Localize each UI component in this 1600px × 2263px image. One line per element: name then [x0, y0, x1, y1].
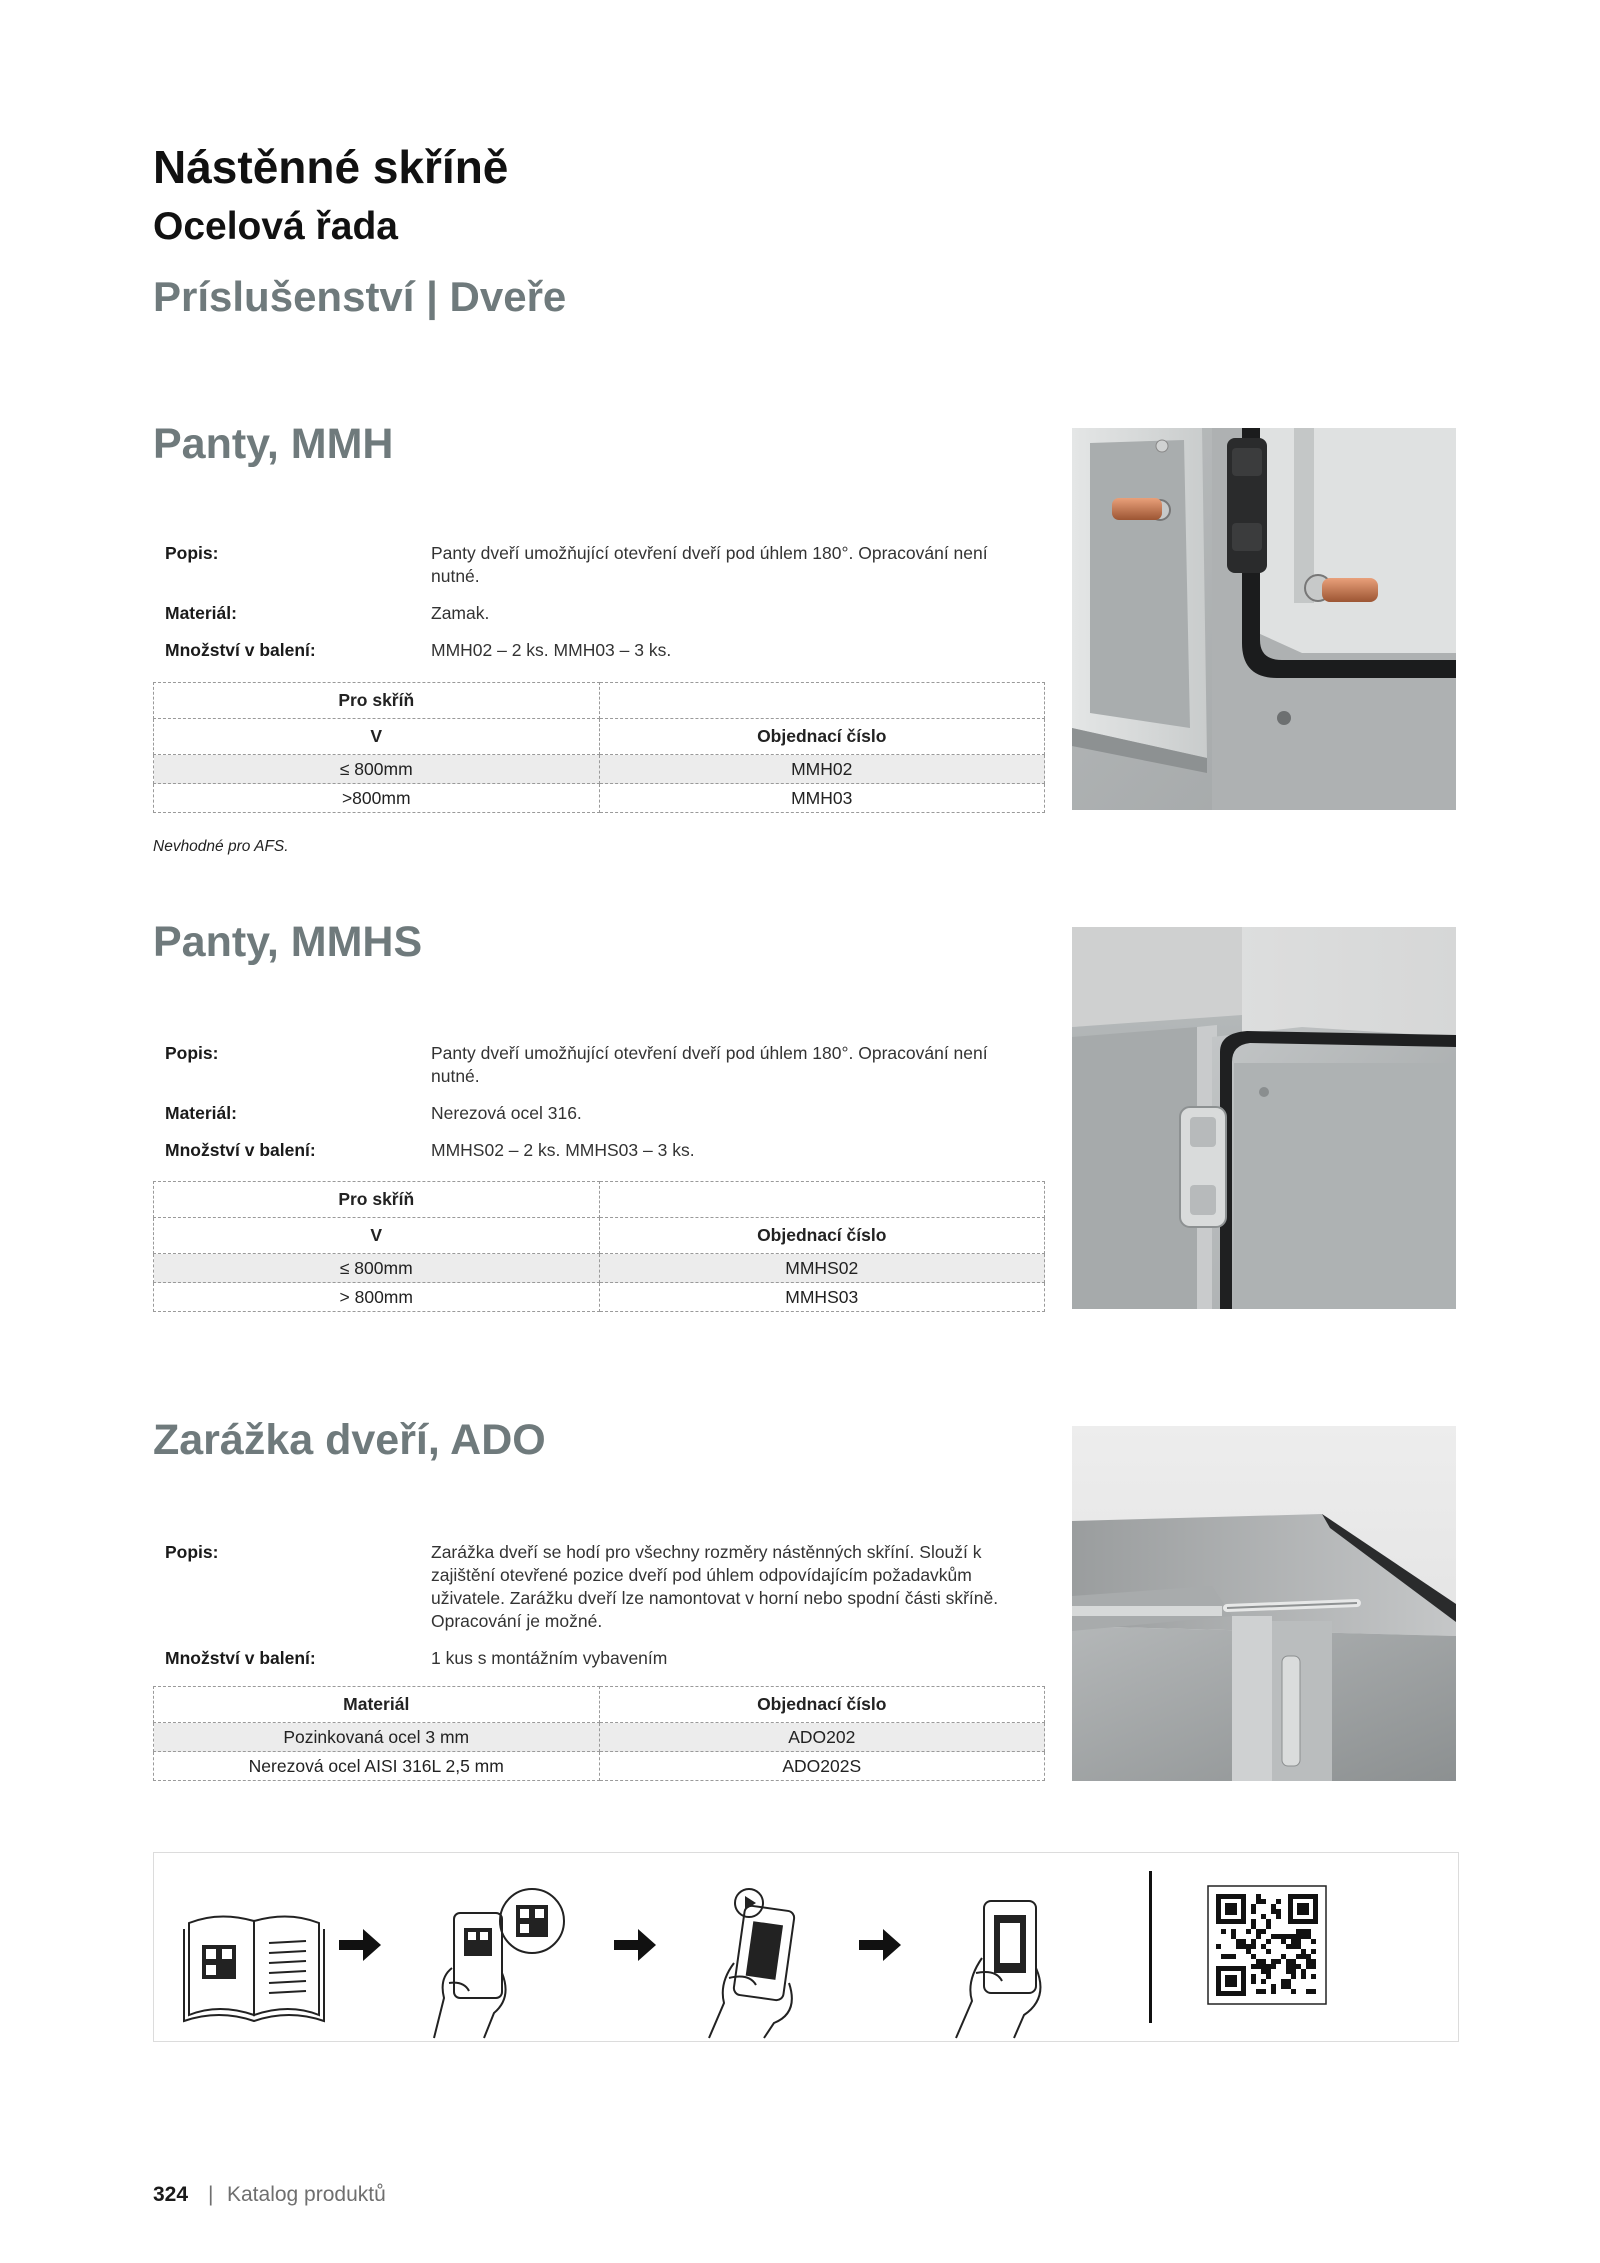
- table-cell: MMHS02: [599, 1254, 1045, 1283]
- table-cell: >800mm: [154, 784, 600, 813]
- view-phone-icon: [956, 1901, 1040, 2038]
- page-subtitle: Ocelová řada: [153, 205, 398, 248]
- page-title: Nástěnné skříně: [153, 141, 509, 193]
- book-qr-icon: [184, 1916, 324, 2021]
- spec-row: [153, 1102, 1045, 1125]
- table-row: [154, 1283, 1045, 1312]
- spec-list-mmhs: [153, 1042, 1045, 1176]
- scan-phone-icon: [434, 1889, 564, 2038]
- table-header-row: [154, 1687, 1045, 1723]
- spec-value: MMHS02 – 2 ks. MMHS03 – 3 ks.: [431, 1140, 695, 1160]
- spec-value: MMH02 – 2 ks. MMH03 – 3 ks.: [431, 640, 672, 660]
- qr-steps-graphic: [154, 1853, 1458, 2041]
- spec-label: Množství v balení:: [165, 640, 316, 660]
- table-header-cell: [599, 683, 1045, 719]
- photo-door-stop-ado: [1072, 1426, 1456, 1781]
- table-header-cell: Objednací číslo: [599, 719, 1045, 755]
- photo-hinge-mmh: [1072, 428, 1456, 810]
- qr-code: [1208, 1886, 1326, 2004]
- table-row: [154, 1254, 1045, 1283]
- page-number: 324: [153, 2183, 189, 2206]
- table-header-row: [154, 1218, 1045, 1254]
- table-cell: ≤ 800mm: [154, 1254, 600, 1283]
- video-phone-icon: [709, 1889, 795, 2038]
- table-cell: ADO202: [599, 1723, 1045, 1752]
- spec-value: Zamak.: [431, 603, 490, 623]
- spec-label: Materiál:: [165, 1103, 237, 1123]
- footer-label: Katalog produktů: [227, 2183, 386, 2206]
- table-header-cell: V: [154, 1218, 600, 1254]
- spec-label: Popis:: [165, 1043, 219, 1063]
- table-header-row: [154, 1182, 1045, 1218]
- page-section: Príslušenství | Dveře: [153, 273, 567, 320]
- spec-value: Zarážka dveří se hodí pro všechny rozměry nástěnných skříní. Slouží k zajištění otevřené pozice dveří pod úhlem odpovídajícím požadavkům uživatele. Zarážku dveří lze namontovat v horní nebo spodní části skříně. Opracování je možné.: [431, 1542, 999, 1631]
- arrow-right-icon: [859, 1929, 901, 1961]
- spec-row: [153, 542, 1045, 588]
- spec-value: Panty dveří umožňující otevření dveří pod úhlem 180°. Opracování není nutné.: [431, 1043, 988, 1086]
- spec-list-mmh: [153, 542, 1045, 676]
- spec-label: Množství v balení:: [165, 1648, 316, 1668]
- section-title-ado: Zarážka dveří, ADO: [153, 1416, 546, 1464]
- table-cell: > 800mm: [154, 1283, 600, 1312]
- spec-label: Popis:: [165, 1542, 219, 1562]
- footer-separator: |: [208, 2183, 214, 2206]
- table-header-cell: Materiál: [154, 1687, 600, 1723]
- spec-row: [153, 639, 1045, 662]
- spec-value: Panty dveří umožňující otevření dveří pod úhlem 180°. Opracování není nutné.: [431, 543, 988, 586]
- arrow-right-icon: [339, 1929, 381, 1961]
- table-cell: MMHS03: [599, 1283, 1045, 1312]
- spec-row: [153, 1042, 1045, 1088]
- qr-instructions-panel: [153, 1852, 1459, 2042]
- table-cell: MMH02: [599, 755, 1045, 784]
- section-title-mmhs: Panty, MMHS: [153, 918, 423, 966]
- spec-label: Popis:: [165, 543, 219, 563]
- table-header-cell: [599, 1182, 1045, 1218]
- table-row: [154, 784, 1045, 813]
- table-row: [154, 1723, 1045, 1752]
- table-header-row: [154, 683, 1045, 719]
- table-header-cell: Pro skříň: [154, 683, 600, 719]
- qr-divider: [1149, 1871, 1152, 2023]
- arrow-right-icon: [614, 1929, 656, 1961]
- spec-row: [153, 1541, 1045, 1633]
- spec-list-ado: [153, 1541, 1045, 1684]
- table-header-cell: Objednací číslo: [599, 1218, 1045, 1254]
- table-header-cell: Objednací číslo: [599, 1687, 1045, 1723]
- spec-label: Materiál:: [165, 603, 237, 623]
- note-mmh: Nevhodné pro AFS.: [153, 838, 289, 855]
- table-cell: ≤ 800mm: [154, 755, 600, 784]
- table-cell: MMH03: [599, 784, 1045, 813]
- table-header-row: [154, 719, 1045, 755]
- table-cell: Pozinkovaná ocel 3 mm: [154, 1723, 600, 1752]
- table-header-cell: V: [154, 719, 600, 755]
- table-row: [154, 1752, 1045, 1781]
- photo-hinge-mmhs: [1072, 927, 1456, 1309]
- table-cell: Nerezová ocel AISI 316L 2,5 mm: [154, 1752, 600, 1781]
- spec-label: Množství v balení:: [165, 1140, 316, 1160]
- table-cell: ADO202S: [599, 1752, 1045, 1781]
- order-table-mmh: [153, 682, 1045, 813]
- spec-row: [153, 602, 1045, 625]
- table-row: [154, 755, 1045, 784]
- spec-row: [153, 1139, 1045, 1162]
- spec-row: [153, 1647, 1045, 1670]
- spec-value: Nerezová ocel 316.: [431, 1103, 582, 1123]
- order-table-mmhs: [153, 1181, 1045, 1312]
- order-table-ado: [153, 1686, 1045, 1781]
- section-title-mmh: Panty, MMH: [153, 420, 394, 468]
- spec-value: 1 kus s montážním vybavením: [431, 1648, 668, 1668]
- table-header-cell: Pro skříň: [154, 1182, 600, 1218]
